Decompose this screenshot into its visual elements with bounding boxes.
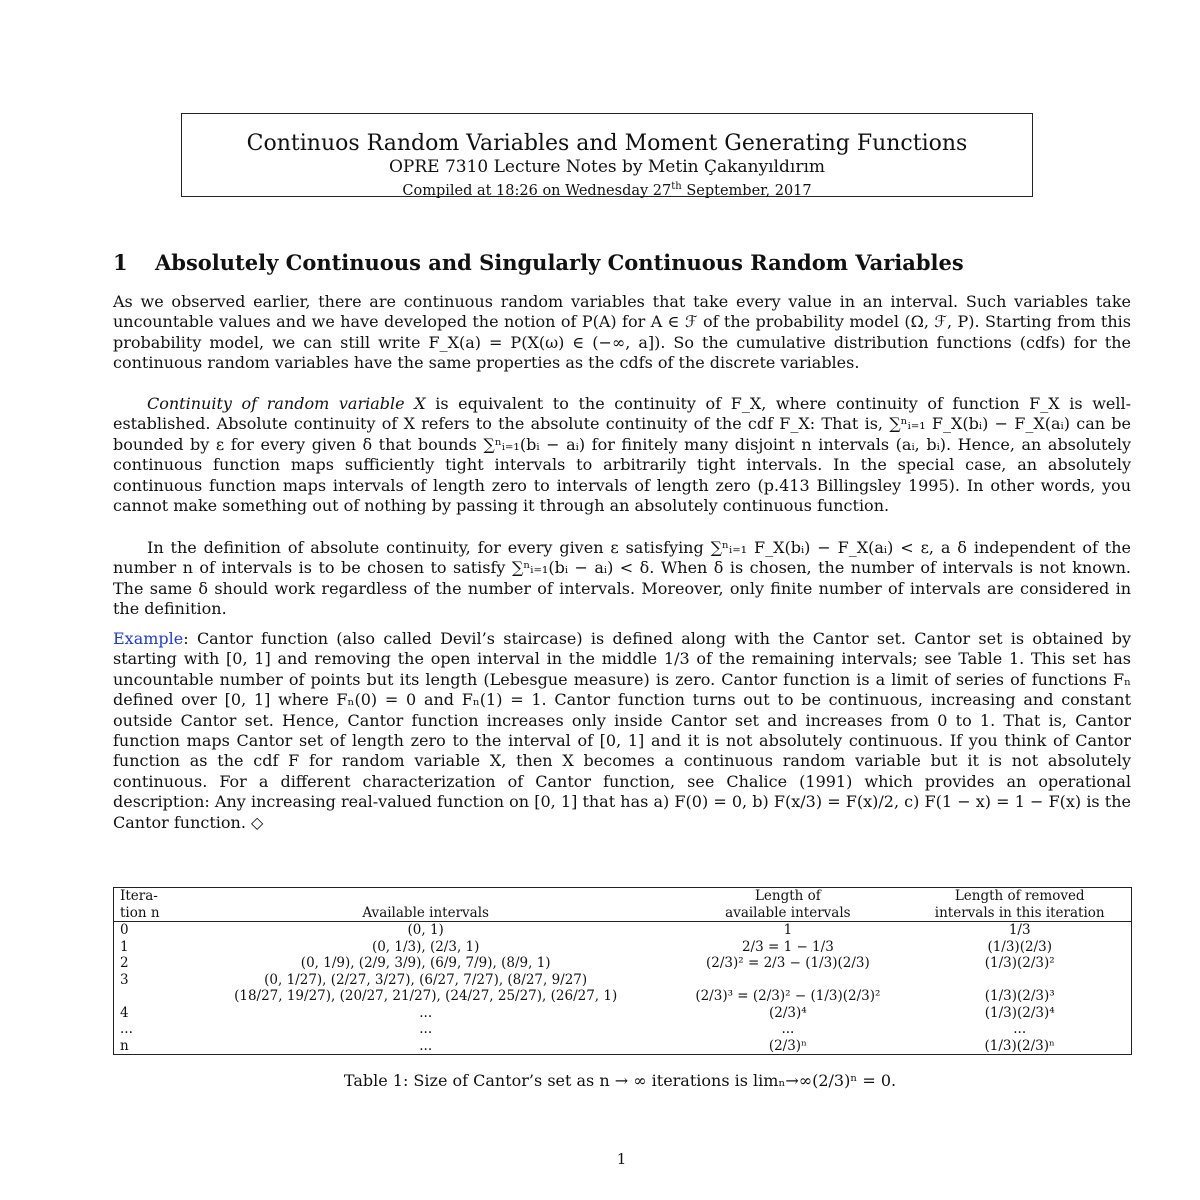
paragraph-2: Continuity of random variable X is equivalent to the continuity of F_X, where continuity of function F_X is well-established. Absolute continuity of X refers to the absolute continuity of the cdf F_X: That is, ∑ⁿᵢ₌₁ F_X(bᵢ) − F_X(aᵢ) can be bounded by ε for every given δ that bounds ∑ⁿᵢ₌₁(bᵢ − aᵢ) for finitely many disjoint n intervals (aᵢ, bᵢ). Hence, an absolutely continuous function maps sufficiently tight intervals to arbitrarily tight intervals. In the special case, an absolutely continuous function maps intervals of length zero to intervals of length zero (p.413 Billingsley 1995). In other words, you cannot make something out of nothing by passing it through an absolutely continuous function. bbox=[113, 394, 1132, 516]
table-cell: (0, 1/27), (2/27, 3/27), (6/27, 7/27), (8/27, 9/27) bbox=[264, 971, 588, 988]
table-cell: (0, 1/9), (2/9, 3/9), (6/9, 7/9), (8/9, 1) bbox=[300, 955, 551, 971]
table-cell bbox=[114, 988, 185, 1005]
paragraph-3: In the definition of absolute continuity, for every given ε satisfying ∑ⁿᵢ₌₁ F_X(bᵢ) − F_X(aᵢ) < ε, a δ independent of the number n of intervals is to be chosen to satisfy ∑ⁿᵢ₌₁(bᵢ − aᵢ) < δ. When δ is chosen, the number of intervals is not known. The same δ should work regardless of the number of intervals. Moreover, only finite number of intervals are considered in the definition. bbox=[113, 538, 1131, 619]
table-cell: (2/3)ⁿ bbox=[768, 1037, 807, 1054]
table-row bbox=[114, 939, 1132, 956]
table-cell: (0, 1) bbox=[407, 922, 444, 938]
section-title: Absolutely Continuous and Singularly Continuous Random Variables bbox=[155, 250, 964, 275]
table-header-row bbox=[114, 888, 1132, 922]
table-cell: ... bbox=[120, 1021, 133, 1037]
table-cell: ... bbox=[781, 1021, 795, 1037]
cantor-table bbox=[113, 887, 1132, 1055]
header-length-available: Length of available intervals bbox=[667, 888, 908, 922]
table-row bbox=[114, 955, 1132, 972]
table-row bbox=[114, 922, 1132, 939]
table-cell bbox=[908, 972, 1131, 989]
header-length-removed: Length of removed intervals in this iteration bbox=[908, 888, 1131, 922]
table-cell bbox=[667, 972, 908, 989]
table-row bbox=[114, 1038, 1132, 1055]
table-cell: 2 bbox=[120, 955, 129, 971]
example-paragraph: Example: Cantor function (also called Devil’s staircase) is defined along with the Cantor set. Cantor set is obtained by starting with [0, 1] and removing the open interval in the middle 1/3 of the remaining intervals; see Table 1. This set has uncountable number of points but its length (Lebesgue measure) is zero. Cantor function is a limit of series of functions Fₙ defined over [0, 1] where Fₙ(0) = 0 and Fₙ(1) = 1. Cantor function turns out to be continuous, increasing and constant outside Cantor set. Hence, Cantor function increases only inside Cantor set and increases from 0 to 1. That is, Cantor function maps Cantor set of length zero to the interval of [0, 1] and it is not absolutely continuous. If you think of Cantor function as the cdf F for random variable X, then X becomes a continuous random variable but it is not absolutely continuous. For a different characterization of Cantor function, see Chalice (1991) which provides an operational description: Any increasing real-valued function on [0, 1] that has a) F(0) = 0, b) F(x/3) = F(x)/2, c) F(1 − x) = 1 − F(x) is the Cantor function. ◇ bbox=[113, 629, 1131, 832]
table-cell: ... bbox=[1013, 1021, 1027, 1037]
table-cell: (2/3)⁴ bbox=[769, 1004, 807, 1021]
document-title: Continuos Random Variables and Moment Generating Functions bbox=[246, 131, 968, 156]
paragraph-1: As we observed earlier, there are continuous random variables that take every value in an interval. Such variables take uncountable values and we have developed the notion of P(A) for A ∈ ℱ of the probability model (Ω, ℱ, P). Starting from this probability model, we can still write F_X(a) = P(X(ω) ∈ (−∞, a]). So the cumulative distribution functions (cdfs) for the continuous random variables have the same properties as the cdfs of the discrete variables. bbox=[113, 292, 1131, 373]
document-subtitle: OPRE 7310 Lecture Notes by Metin Çakanyıldırım bbox=[388, 157, 825, 177]
table-caption: Table 1: Size of Cantor’s set as n → ∞ iterations is limₙ→∞(2/3)ⁿ = 0. bbox=[343, 1071, 897, 1090]
table-cell: (1/3)(2/3)⁴ bbox=[984, 1004, 1055, 1021]
table-cell: n bbox=[120, 1037, 129, 1054]
table-cell: 1/3 bbox=[1008, 922, 1031, 938]
table-cell: 3 bbox=[120, 971, 129, 988]
header-iteration: Itera- tion n bbox=[114, 888, 185, 922]
title-box bbox=[181, 113, 1033, 197]
page-number: 1 bbox=[616, 1150, 627, 1168]
table-cell: (1/3)(2/3)ⁿ bbox=[984, 1037, 1055, 1054]
table-row bbox=[114, 972, 1132, 989]
table-row bbox=[114, 988, 1132, 1005]
table-cell: (0, 1/3), (2/3, 1) bbox=[371, 938, 480, 955]
table-cell: ... bbox=[419, 1021, 433, 1037]
table-cell: 2/3 = 1 − 1/3 bbox=[741, 938, 834, 955]
table-cell: 4 bbox=[120, 1004, 129, 1021]
table-row bbox=[114, 1005, 1132, 1022]
table-cell: (1/3)(2/3)² bbox=[984, 955, 1055, 971]
header-available-intervals: Available intervals bbox=[184, 888, 667, 922]
section-heading bbox=[113, 249, 1133, 277]
table-cell: ... bbox=[419, 1037, 433, 1054]
example-label: Example bbox=[113, 629, 184, 648]
table-cell: (2/3)² = 2/3 − (1/3)(2/3) bbox=[706, 955, 870, 971]
table-cell: (1/3)(2/3) bbox=[987, 938, 1052, 955]
section-number: 1 bbox=[113, 250, 128, 275]
table-cell: (18/27, 19/27), (20/27, 21/27), (24/27, 25/27), (26/27, 1) bbox=[234, 988, 618, 1004]
table-row bbox=[114, 1021, 1132, 1038]
table-cell: 0 bbox=[120, 922, 129, 938]
table-cell: 1 bbox=[783, 922, 793, 938]
table-cell: 1 bbox=[120, 938, 129, 955]
table-cell: ... bbox=[419, 1004, 433, 1021]
table-cell: (2/3)³ = (2/3)² − (1/3)(2/3)² bbox=[695, 988, 881, 1004]
table-cell: (1/3)(2/3)³ bbox=[984, 988, 1055, 1004]
compiled-date: Compiled at 18:26 on Wednesday 27th September, 2017 bbox=[402, 181, 812, 199]
